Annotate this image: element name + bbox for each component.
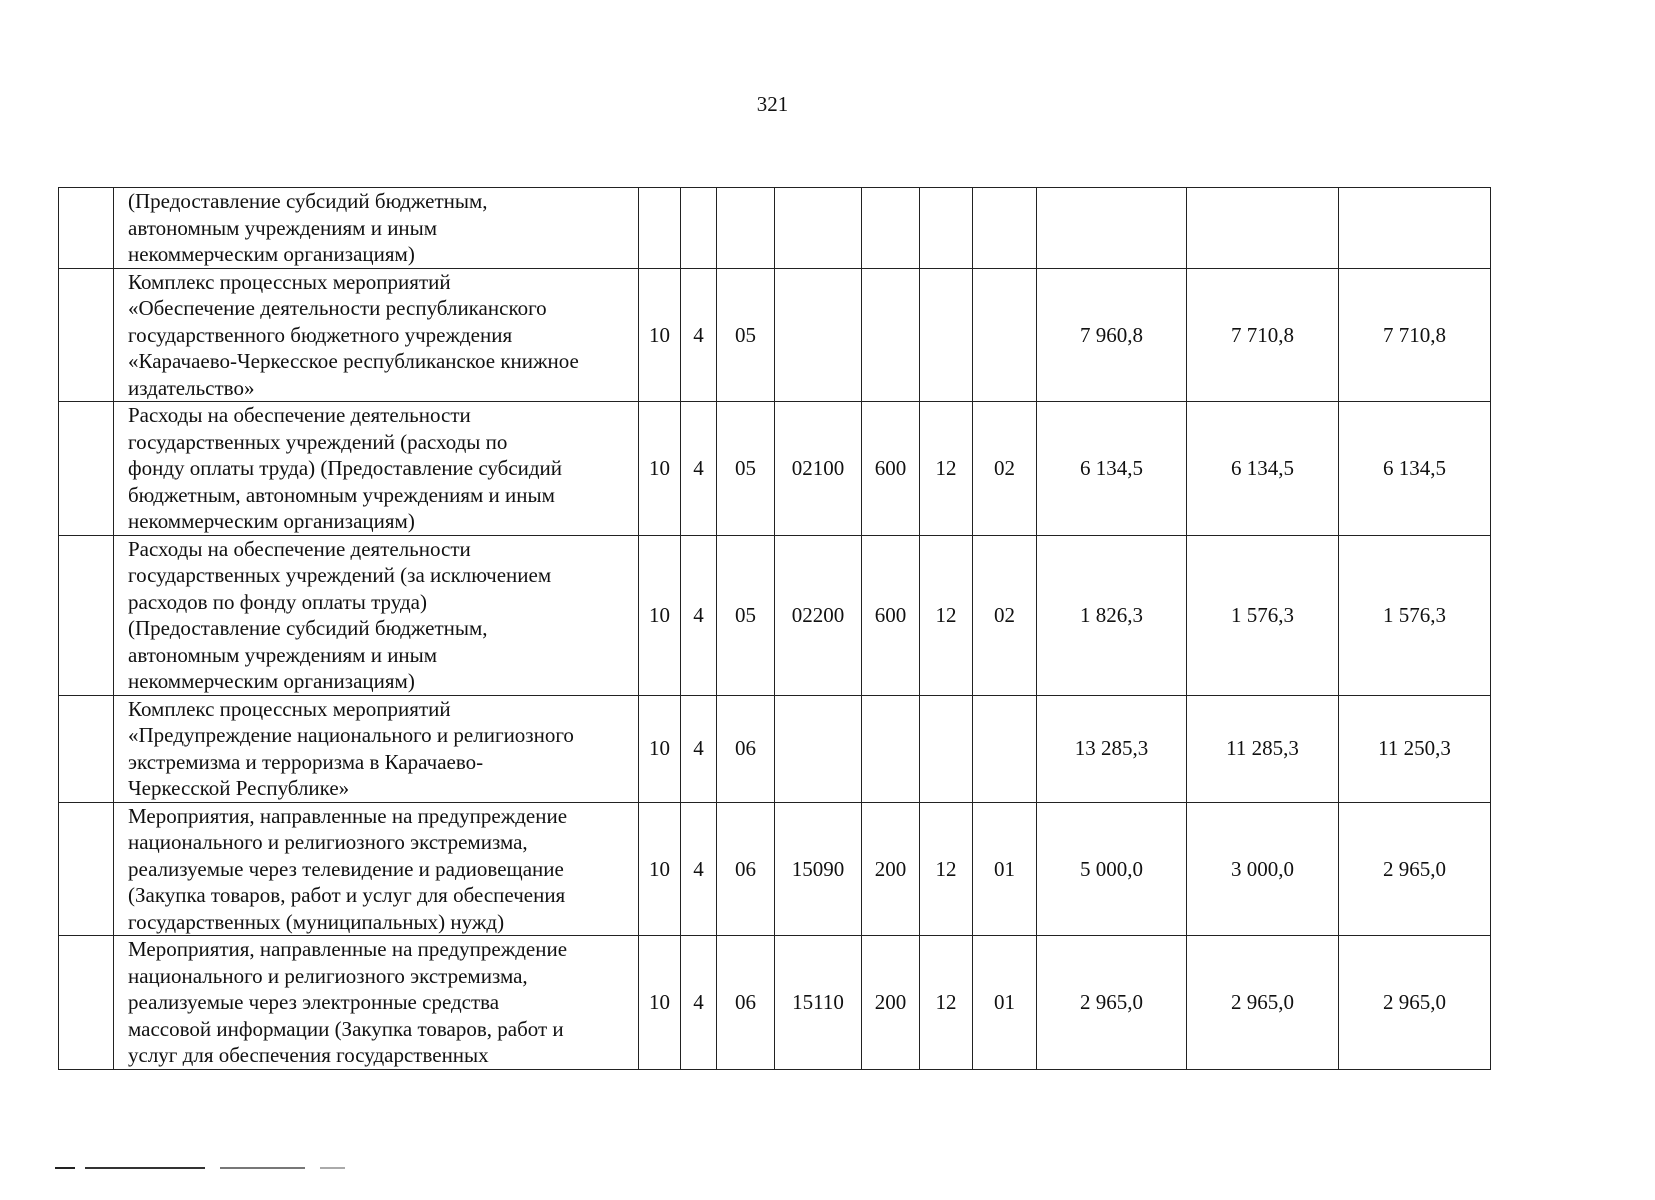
row-number-cell: [59, 535, 114, 695]
direction-code-cell: [775, 268, 862, 402]
item-name-cell: Расходы на обеспечение деятельности государственных учреждений (за исключением расходов по фонду оплаты труда) (Предоставление субсидий бюджетным, автономным учреждениям и иным некоммерческим организациям): [114, 535, 639, 695]
subsection-code-cell: 02: [973, 402, 1037, 536]
subsection-code-cell: 01: [973, 936, 1037, 1070]
section-code-cell: [920, 188, 973, 269]
expense-type-cell: [862, 695, 920, 802]
amount-year3-cell: 2 965,0: [1339, 936, 1491, 1070]
subprogram-code-cell: 05: [717, 535, 775, 695]
direction-code-cell: 02100: [775, 402, 862, 536]
subprogram-code-cell: 05: [717, 402, 775, 536]
amount-year2-cell: 6 134,5: [1187, 402, 1339, 536]
amount-year3-cell: 11 250,3: [1339, 695, 1491, 802]
table-row: [59, 402, 1491, 536]
amount-year1-cell: 5 000,0: [1037, 802, 1187, 936]
subsection-code-cell: [973, 695, 1037, 802]
amount-year1-cell: [1037, 188, 1187, 269]
expense-type-cell: [862, 188, 920, 269]
amount-year2-cell: 3 000,0: [1187, 802, 1339, 936]
amount-year1-cell: 6 134,5: [1037, 402, 1187, 536]
table-body: [59, 188, 1491, 1070]
amount-year2-cell: 2 965,0: [1187, 936, 1339, 1070]
subprogram-code-cell: [717, 188, 775, 269]
amount-year2-cell: 7 710,8: [1187, 268, 1339, 402]
item-name-cell: (Предоставление субсидий бюджетным, автономным учреждениям и иным некоммерческим организациям): [114, 188, 639, 269]
expense-type-cell: [862, 268, 920, 402]
ministry-code-cell: 10: [639, 402, 681, 536]
ministry-code-cell: 10: [639, 268, 681, 402]
program-type-cell: 4: [681, 695, 717, 802]
subsection-code-cell: 02: [973, 535, 1037, 695]
ministry-code-cell: [639, 188, 681, 269]
expense-type-cell: 600: [862, 535, 920, 695]
amount-year3-cell: 6 134,5: [1339, 402, 1491, 536]
table-row: [59, 535, 1491, 695]
page-number: 321: [756, 92, 789, 116]
direction-code-cell: 15110: [775, 936, 862, 1070]
program-type-cell: 4: [681, 268, 717, 402]
subsection-code-cell: 01: [973, 802, 1037, 936]
expense-type-cell: 200: [862, 936, 920, 1070]
table-row: [59, 695, 1491, 802]
direction-code-cell: 15090: [775, 802, 862, 936]
program-type-cell: 4: [681, 535, 717, 695]
section-code-cell: 12: [920, 802, 973, 936]
expense-type-cell: 200: [862, 802, 920, 936]
subprogram-code-cell: 06: [717, 936, 775, 1070]
ministry-code-cell: 10: [639, 695, 681, 802]
amount-year2-cell: 11 285,3: [1187, 695, 1339, 802]
table-row: [59, 936, 1491, 1070]
item-name-cell: Комплекс процессных мероприятий «Обеспечение деятельности республиканского государственного бюджетного учреждения «Карачаево-Черкесское республиканское книжное издательство»: [114, 268, 639, 402]
subsection-code-cell: [973, 268, 1037, 402]
amount-year2-cell: 1 576,3: [1187, 535, 1339, 695]
row-number-cell: [59, 268, 114, 402]
table-row: [59, 802, 1491, 936]
ministry-code-cell: 10: [639, 802, 681, 936]
budget-table: [58, 187, 1491, 1070]
subsection-code-cell: [973, 188, 1037, 269]
row-number-cell: [59, 695, 114, 802]
amount-year3-cell: 2 965,0: [1339, 802, 1491, 936]
table-row: [59, 268, 1491, 402]
subprogram-code-cell: 05: [717, 268, 775, 402]
item-name-cell: Мероприятия, направленные на предупреждение национального и религиозного экстремизма, реализуемые через электронные средства массовой информации (Закупка товаров, работ и услуг для обеспечения государственных: [114, 936, 639, 1070]
direction-code-cell: [775, 695, 862, 802]
item-name-cell: Расходы на обеспечение деятельности государственных учреждений (расходы по фонду оплаты труда) (Предоставление субсидий бюджетным, автономным учреждениям и иным некоммерческим организациям): [114, 402, 639, 536]
row-number-cell: [59, 402, 114, 536]
item-name-cell: Комплекс процессных мероприятий «Предупреждение национального и религиозного экстремизма и терроризма в Карачаево- Черкесской Республике»: [114, 695, 639, 802]
section-code-cell: 12: [920, 535, 973, 695]
row-number-cell: [59, 936, 114, 1070]
section-code-cell: 12: [920, 402, 973, 536]
row-number-cell: [59, 802, 114, 936]
section-code-cell: [920, 268, 973, 402]
amount-year1-cell: 1 826,3: [1037, 535, 1187, 695]
subprogram-code-cell: 06: [717, 695, 775, 802]
program-type-cell: 4: [681, 802, 717, 936]
section-code-cell: [920, 695, 973, 802]
amount-year1-cell: 2 965,0: [1037, 936, 1187, 1070]
amount-year3-cell: 1 576,3: [1339, 535, 1491, 695]
ministry-code-cell: 10: [639, 936, 681, 1070]
amount-year1-cell: 7 960,8: [1037, 268, 1187, 402]
table-row: [59, 188, 1491, 269]
program-type-cell: [681, 188, 717, 269]
footnote-rule: [55, 1167, 345, 1169]
expense-type-cell: 600: [862, 402, 920, 536]
program-type-cell: 4: [681, 936, 717, 1070]
amount-year3-cell: [1339, 188, 1491, 269]
direction-code-cell: 02200: [775, 535, 862, 695]
section-code-cell: 12: [920, 936, 973, 1070]
row-number-cell: [59, 188, 114, 269]
amount-year2-cell: [1187, 188, 1339, 269]
amount-year1-cell: 13 285,3: [1037, 695, 1187, 802]
subprogram-code-cell: 06: [717, 802, 775, 936]
direction-code-cell: [775, 188, 862, 269]
amount-year3-cell: 7 710,8: [1339, 268, 1491, 402]
ministry-code-cell: 10: [639, 535, 681, 695]
item-name-cell: Мероприятия, направленные на предупреждение национального и религиозного экстремизма, реализуемые через телевидение и радиовещание (Закупка товаров, работ и услуг для обеспечения государственных (муниципальных) нужд): [114, 802, 639, 936]
program-type-cell: 4: [681, 402, 717, 536]
